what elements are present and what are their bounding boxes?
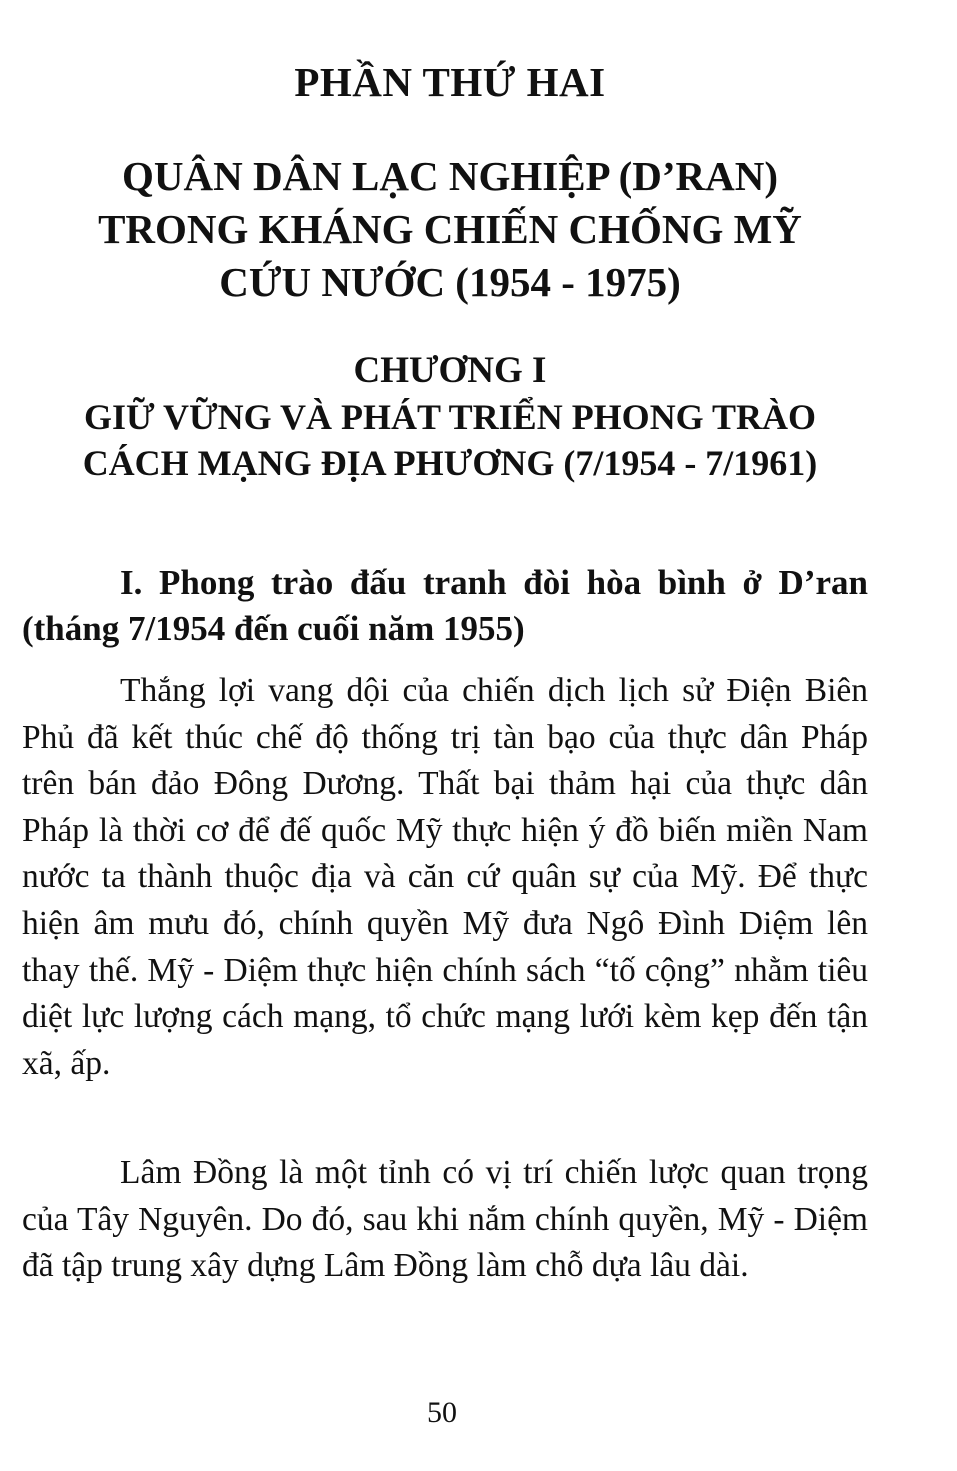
chapter-heading xyxy=(0,348,900,486)
chapter-title-line-1: GIỮ VỮNG VÀ PHÁT TRIỂN PHONG TRÀO xyxy=(83,397,817,437)
chapter-title xyxy=(0,394,900,486)
body-paragraph-2: Lâm Đồng là một tỉnh có vị trí chiến lược quan trọng của Tây Nguyên. Do đó, sau khi nắm chính quyền, Mỹ - Diệm đã tập trung xây dựng Lâm Đồng làm chỗ dựa lâu dài. xyxy=(22,1154,868,1285)
part-subtitle xyxy=(0,150,900,309)
part-subtitle-line-3: CỨU NƯỚC (1954 - 1975) xyxy=(219,259,681,305)
body-paragraph-1: Thắng lợi vang dội của chiến dịch lịch sử Điện Biên Phủ đã kết thúc chế độ thống trị tàn bạo của thực dân Pháp trên bán đảo Đông Dương. Thất bại thảm hại của thực dân Pháp là thời cơ để đế quốc Mỹ thực hiện ý đồ biến miền Nam nước ta thành thuộc địa và căn cứ quân sự của Mỹ. Để thực hiện âm mưu đó, chính quyền Mỹ đưa Ngô Đình Diệm lên thay thế. Mỹ - Diệm thực hiện chính sách “tố cộng” nhằm tiêu diệt lực lượng cách mạng, tổ chức mạng lưới kèm kẹp đến tận xã, ấp. xyxy=(22,672,868,1082)
part-subtitle-line-2: TRONG KHÁNG CHIẾN CHỐNG MỸ xyxy=(98,206,802,252)
page-number: 50 xyxy=(427,1396,457,1429)
chapter-label: CHƯƠNG I xyxy=(353,350,547,391)
section-heading: I. Phong trào đấu tranh đòi hòa bình ở D’ran (tháng 7/1954 đến cuối năm 1955) xyxy=(22,563,868,648)
part-title: PHẦN THỨ HAI xyxy=(294,59,606,105)
chapter-title-line-2: CÁCH MẠNG ĐỊA PHƯƠNG (7/1954 - 7/1961) xyxy=(82,443,818,483)
part-subtitle-line-1: QUÂN DÂN LẠC NGHIỆP (D’RAN) xyxy=(122,153,778,199)
